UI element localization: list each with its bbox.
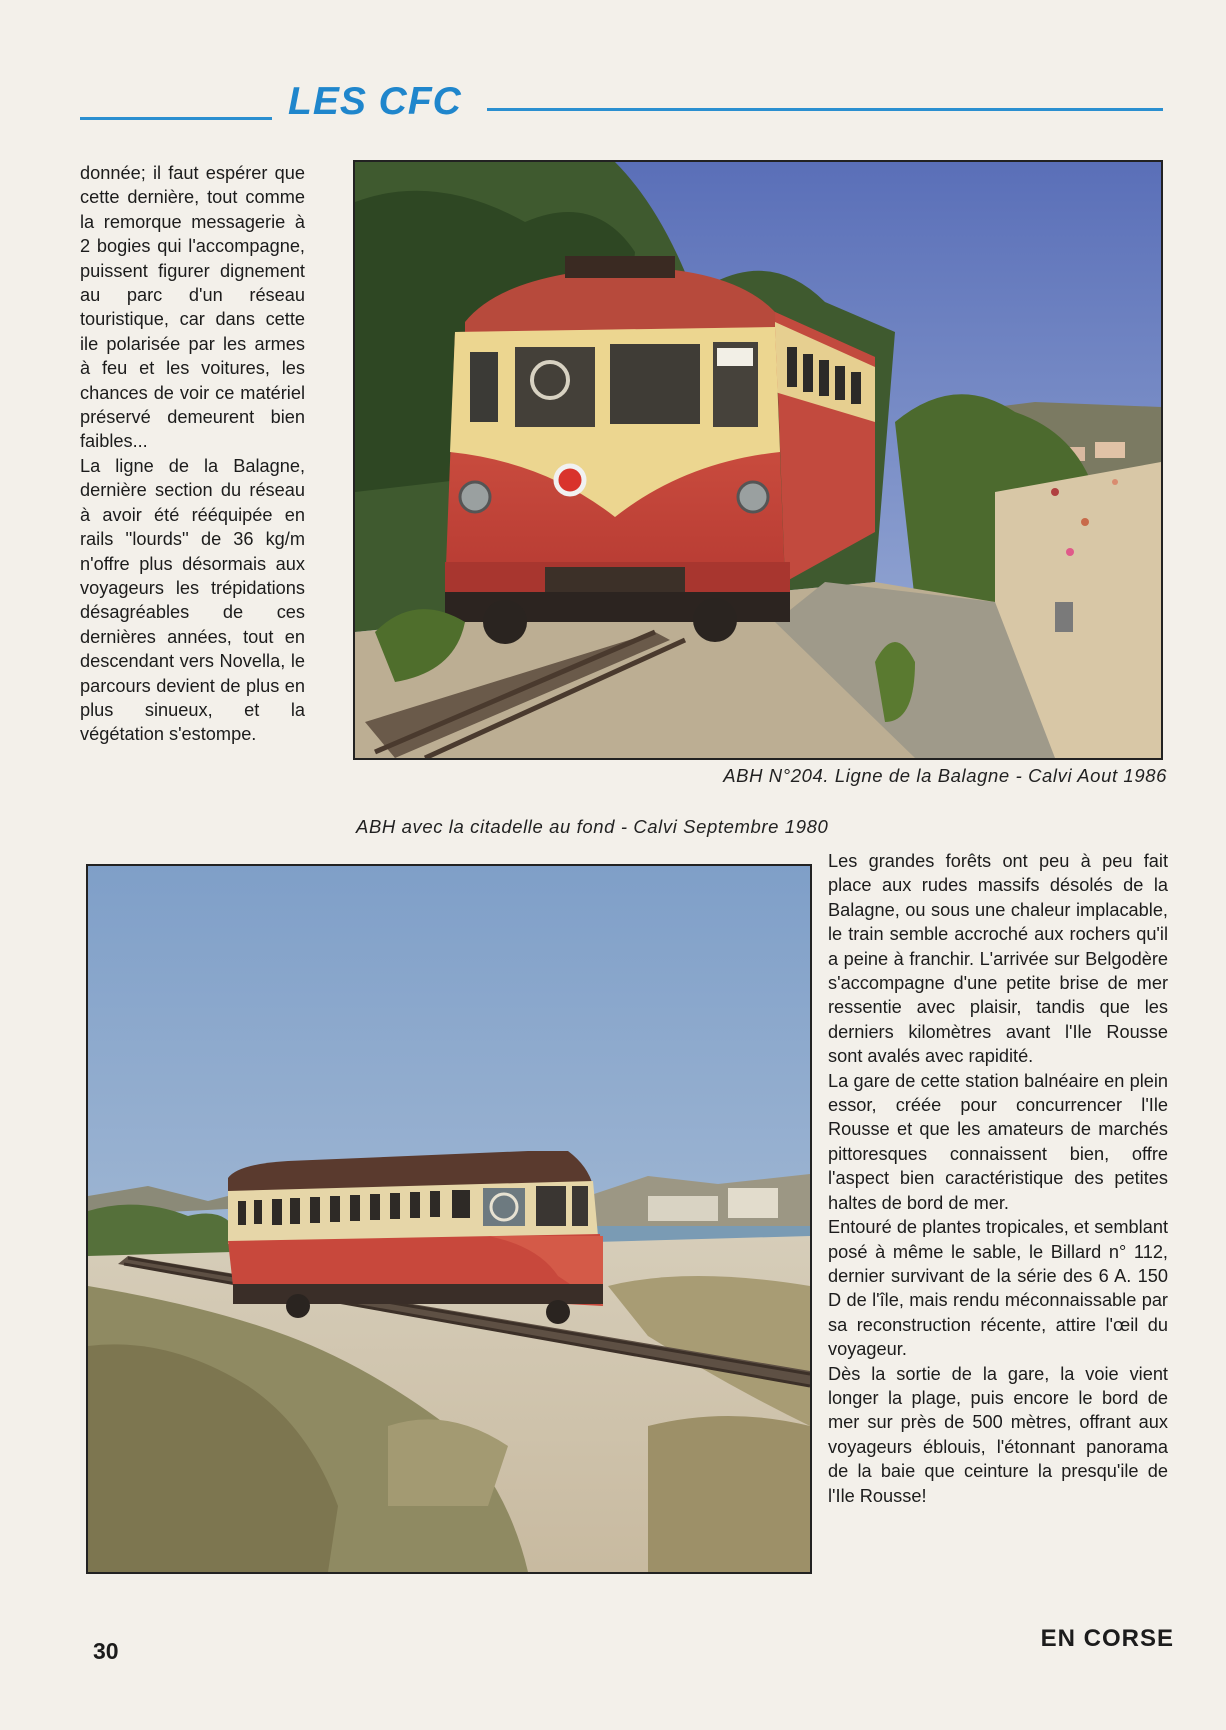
left-text-column xyxy=(80,161,305,747)
paragraph: Les grandes forêts ont peu à peu fait place aux rudes massifs désolés de la Balagne, ou sous une chaleur implacable, le train semble accroché aux rochers qu'il a peine à franchir. L'arrivée sur Belgodère s'accompagne d'une petite brise de mer ressentie avec plaisir, tandis que les derniers kilomètres avant l'Ile Rousse sont avalés avec rapidité. xyxy=(828,851,1168,1067)
paragraph: donnée; il faut espérer que cette dernière, tout comme la remorque messagerie à 2 bogies qui l'accompagne, puissent figurer dignement au parc d'un réseau touristique, car dans cette ile polarisée par les armes à feu et les voitures, les chances de voir ce matériel préservé demeurent bien faibles... xyxy=(80,163,305,452)
paragraph: Entouré de plantes tropicales, et semblant posé à même le sable, le Billard n° 112, dernier survivant de la série des 6 A. 150 D de l'île, mais rendu méconnaissable par sa reconstruction récente, attire l'œil du voyageur. xyxy=(828,1217,1168,1360)
caption-bottom-photo: ABH avec la citadelle au fond - Calvi Septembre 1980 xyxy=(356,816,829,837)
photo-railcar-beach xyxy=(353,160,1163,760)
paragraph: La ligne de la Balagne, dernière section du réseau à avoir été rééquipée en rails ''lourds'' de 36 kg/m n'offre plus désormais aux voyageurs les trépidations désagréables de ces dernières années, tout en descendant vers Novella, le parcours devient de plus en plus sinueux, et la végétation s'estompe. xyxy=(80,455,305,745)
magazine-name: EN CORSE xyxy=(1040,1625,1174,1652)
header-rule-left xyxy=(80,117,272,120)
paragraph: Dès la sortie de la gare, la voie vient longer la plage, puis encore le bord de mer sur près de 500 mètres, offrant aux voyageurs éblouis, l'étonnant panorama de la baie que ceinture la presqu'ile de l'Ile Rousse! xyxy=(828,1363,1168,1506)
caption-top-photo: ABH N°204. Ligne de la Balagne - Calvi Aout 1986 xyxy=(723,765,1167,786)
paragraph: La gare de cette station balnéaire en plein essor, créée pour concurrencer l'Ile Rousse et que les amateurs de marchés pittoresques connaissent bien, offre l'aspect bien caractéristique des petites haltes de bord de mer. xyxy=(828,1070,1168,1213)
photo-railcar-citadel xyxy=(86,864,812,1574)
section-title: LES CFC xyxy=(288,80,462,123)
right-text-column xyxy=(828,849,1168,1508)
header-rule-right xyxy=(487,108,1163,111)
page-number: 30 xyxy=(93,1638,119,1664)
